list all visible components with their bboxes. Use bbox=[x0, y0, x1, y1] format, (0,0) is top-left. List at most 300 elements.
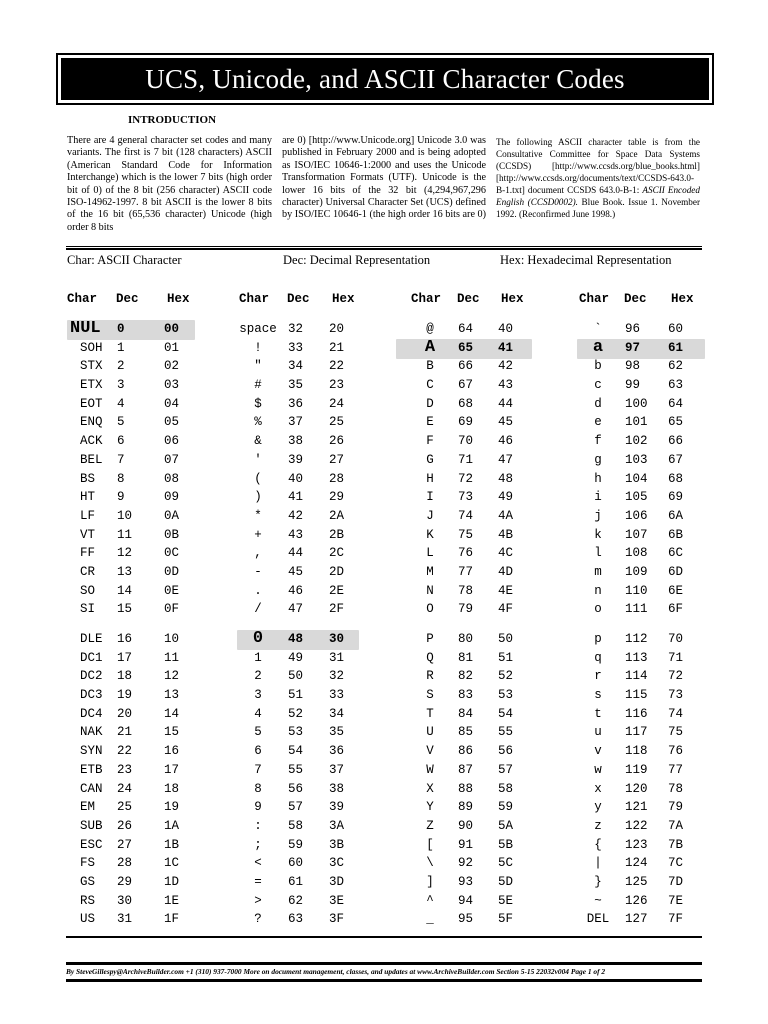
cell-hex: 2E bbox=[329, 583, 345, 598]
cell-hex: 68 bbox=[668, 471, 684, 486]
cell-dec: 43 bbox=[288, 527, 304, 542]
cell-char: ) bbox=[254, 490, 262, 505]
cell-hex: 01 bbox=[164, 340, 180, 355]
cell-char: # bbox=[254, 378, 262, 393]
cell-hex: 6F bbox=[668, 602, 684, 617]
header-char: Char bbox=[67, 292, 98, 306]
cell-dec: 38 bbox=[288, 434, 304, 449]
cell-hex: 7E bbox=[668, 893, 684, 908]
header-char: Char bbox=[411, 292, 442, 306]
cell-char: 9 bbox=[254, 800, 262, 815]
cell-char: M bbox=[426, 564, 434, 579]
cell-char: S bbox=[426, 688, 434, 703]
cell-dec: 50 bbox=[288, 669, 304, 684]
cell-char: DC4 bbox=[80, 706, 103, 721]
cell-char: " bbox=[254, 359, 262, 374]
cell-dec: 35 bbox=[288, 378, 304, 393]
cell-dec: 93 bbox=[458, 874, 474, 889]
cell-dec: 21 bbox=[117, 725, 133, 740]
cell-hex: 12 bbox=[164, 669, 180, 684]
header-hex: Hex bbox=[501, 292, 524, 306]
cell-dec: 45 bbox=[288, 564, 304, 579]
cell-dec: 14 bbox=[117, 583, 133, 598]
cell-dec: 49 bbox=[288, 650, 304, 665]
cell-char: 5 bbox=[254, 725, 262, 740]
cell-char: FS bbox=[80, 856, 96, 871]
cell-hex: 24 bbox=[329, 396, 345, 411]
cell-hex: 53 bbox=[498, 688, 514, 703]
cell-dec: 25 bbox=[117, 800, 133, 815]
cell-char: i bbox=[594, 490, 602, 505]
cell-char: L bbox=[426, 546, 434, 561]
cell-dec: 126 bbox=[625, 893, 648, 908]
cell-hex: 66 bbox=[668, 434, 684, 449]
cell-hex: 47 bbox=[498, 452, 514, 467]
cell-hex: 42 bbox=[498, 359, 514, 374]
cell-hex: 57 bbox=[498, 762, 514, 777]
cell-dec: 9 bbox=[117, 490, 125, 505]
cell-char: H bbox=[426, 471, 434, 486]
cell-dec: 75 bbox=[458, 527, 474, 542]
cell-hex: 59 bbox=[498, 800, 514, 815]
cell-hex: 2D bbox=[329, 564, 345, 579]
cell-hex: 2A bbox=[329, 508, 345, 523]
cell-hex: 44 bbox=[498, 396, 514, 411]
cell-char: c bbox=[594, 378, 602, 393]
cell-char: DC2 bbox=[80, 669, 103, 684]
cell-hex: 06 bbox=[164, 434, 180, 449]
cell-hex: 4D bbox=[498, 564, 514, 579]
cell-char: EOT bbox=[80, 396, 103, 411]
cell-dec: 104 bbox=[625, 471, 648, 486]
cell-hex: 27 bbox=[329, 452, 345, 467]
cell-dec: 105 bbox=[625, 490, 648, 505]
cell-hex: 14 bbox=[164, 706, 180, 721]
cell-char: LF bbox=[80, 508, 96, 523]
cell-dec: 36 bbox=[288, 396, 304, 411]
header-dec: Dec bbox=[457, 292, 480, 306]
cell-char: k bbox=[594, 527, 602, 542]
cell-dec: 33 bbox=[288, 340, 304, 355]
cell-hex: 76 bbox=[668, 744, 684, 759]
cell-hex: 0E bbox=[164, 583, 180, 598]
intro-heading: INTRODUCTION bbox=[128, 114, 217, 126]
cell-char: 0 bbox=[252, 629, 264, 648]
cell-char: . bbox=[254, 583, 262, 598]
cell-hex: 4F bbox=[498, 602, 514, 617]
cell-char: EM bbox=[80, 800, 96, 815]
cell-hex: 07 bbox=[164, 452, 180, 467]
cell-hex: 26 bbox=[329, 434, 345, 449]
cell-char: SI bbox=[80, 602, 96, 617]
cell-char: RS bbox=[80, 893, 96, 908]
cell-hex: 1E bbox=[164, 893, 180, 908]
cell-char: f bbox=[594, 434, 602, 449]
cell-dec: 80 bbox=[458, 632, 474, 646]
cell-char: w bbox=[594, 762, 602, 777]
cell-dec: 89 bbox=[458, 800, 474, 815]
header-char: Char bbox=[239, 292, 270, 306]
cell-char: E bbox=[426, 415, 434, 430]
cell-char: > bbox=[254, 893, 262, 908]
cell-char: CAN bbox=[80, 781, 103, 796]
cell-char: _ bbox=[426, 912, 434, 927]
cell-dec: 55 bbox=[288, 762, 304, 777]
cell-hex: 63 bbox=[668, 378, 684, 393]
cell-char: , bbox=[254, 546, 262, 561]
cell-char: ( bbox=[254, 471, 262, 486]
cell-hex: 36 bbox=[329, 744, 345, 759]
cell-char: CR bbox=[80, 564, 96, 579]
cell-hex: 5C bbox=[498, 856, 514, 871]
cell-dec: 123 bbox=[625, 837, 648, 852]
cell-char: X bbox=[426, 781, 434, 796]
cell-char: ] bbox=[426, 874, 434, 889]
cell-char: o bbox=[594, 602, 602, 617]
reference-paragraph bbox=[496, 136, 700, 220]
cell-hex: 41 bbox=[498, 340, 514, 355]
cell-char: SYN bbox=[80, 744, 103, 759]
cell-hex: 3E bbox=[329, 893, 345, 908]
cell-dec: 42 bbox=[288, 508, 304, 523]
cell-char: e bbox=[594, 415, 602, 430]
cell-dec: 84 bbox=[458, 706, 474, 721]
cell-hex: 1C bbox=[164, 856, 180, 871]
cell-dec: 3 bbox=[117, 378, 125, 393]
cell-char: 6 bbox=[254, 744, 262, 759]
cell-hex: 61 bbox=[668, 340, 684, 355]
cell-char: ENQ bbox=[80, 415, 103, 430]
cell-dec: 66 bbox=[458, 359, 474, 374]
cell-char: DC1 bbox=[80, 650, 103, 665]
cell-dec: 85 bbox=[458, 725, 474, 740]
footer-rule-bottom bbox=[66, 979, 702, 982]
header-char: Char bbox=[579, 292, 610, 306]
cell-char: 4 bbox=[254, 706, 262, 721]
cell-hex: 10 bbox=[164, 632, 180, 646]
cell-char: \ bbox=[426, 856, 434, 871]
cell-char: + bbox=[254, 527, 262, 542]
cell-dec: 98 bbox=[625, 359, 641, 374]
cell-dec: 46 bbox=[288, 583, 304, 598]
cell-dec: 2 bbox=[117, 359, 125, 374]
cell-dec: 53 bbox=[288, 725, 304, 740]
cell-dec: 78 bbox=[458, 583, 474, 598]
cell-char: $ bbox=[254, 396, 262, 411]
cell-hex: 2B bbox=[329, 527, 345, 542]
cell-char: - bbox=[254, 564, 262, 579]
cell-dec: 51 bbox=[288, 688, 304, 703]
cell-hex: 20 bbox=[329, 322, 345, 336]
cell-dec: 65 bbox=[458, 340, 474, 355]
cell-char: P bbox=[426, 632, 434, 646]
cell-hex: 17 bbox=[164, 762, 180, 777]
cell-hex: 4A bbox=[498, 508, 514, 523]
cell-hex: 4B bbox=[498, 527, 514, 542]
cell-dec: 109 bbox=[625, 564, 648, 579]
cell-hex: 0F bbox=[164, 602, 180, 617]
cell-dec: 71 bbox=[458, 452, 474, 467]
intro-paragraph-2: are 0) [http://www.Unicode.org] Unicode 3.0 was published in February 2000 and is being adopted as ISO/IEC 10646-1:2000 and uses the Unicode Transformation Formats (UTF). Unicode is the lower 16 bits of the 32 bit (4,294,967,296 character) Universal Character Set (UCS) defined by ISO/IEC 10646-1 (the high order 16 bits are 0) bbox=[282, 135, 486, 221]
cell-dec: 88 bbox=[458, 781, 474, 796]
reference-text: The following ASCII character table is from the Consultative Committee for Space Data Systems (CCSDS) [http://www.ccsds.org/blue_books.html] [http://www.ccsds.org/documents/text/CCSDS-643.0-B-1.txt] document CCSDS 643.0-B-1: bbox=[496, 137, 700, 195]
cell-hex: 19 bbox=[164, 800, 180, 815]
header-hex: Hex bbox=[167, 292, 190, 306]
cell-char: n bbox=[594, 583, 602, 598]
cell-dec: 10 bbox=[117, 508, 133, 523]
table-bottom-rule bbox=[66, 936, 702, 938]
cell-char: Q bbox=[426, 650, 434, 665]
cell-dec: 44 bbox=[288, 546, 304, 561]
cell-char: R bbox=[426, 669, 434, 684]
cell-dec: 110 bbox=[625, 583, 648, 598]
intro-paragraph-1: There are 4 general character set codes and many variants. The first is 7 bit (128 characters) ASCII (American Standard Code for Information Interchange) which is the lower 7 bits (high order bit of 0) of the 8 bit (256 character) ASCII code ISO-14962-1997. 8 bit ASCII is the lower 8 bits of the 16 bit (65,536 character) Unicode (high order 8 bits bbox=[67, 135, 272, 233]
cell-hex: 39 bbox=[329, 800, 345, 815]
cell-dec: 87 bbox=[458, 762, 474, 777]
cell-dec: 40 bbox=[288, 471, 304, 486]
cell-hex: 32 bbox=[329, 669, 345, 684]
cell-dec: 76 bbox=[458, 546, 474, 561]
header-dec: Dec bbox=[287, 292, 310, 306]
cell-hex: 00 bbox=[164, 322, 180, 336]
cell-hex: 77 bbox=[668, 762, 684, 777]
cell-char: DEL bbox=[586, 912, 610, 927]
cell-dec: 79 bbox=[458, 602, 474, 617]
cell-hex: 29 bbox=[329, 490, 345, 505]
cell-char: j bbox=[594, 508, 602, 523]
cell-dec: 70 bbox=[458, 434, 474, 449]
header-hex: Hex bbox=[671, 292, 694, 306]
cell-hex: 45 bbox=[498, 415, 514, 430]
cell-hex: 71 bbox=[668, 650, 684, 665]
cell-char: Z bbox=[426, 818, 434, 833]
cell-dec: 120 bbox=[625, 781, 648, 796]
cell-hex: 67 bbox=[668, 452, 684, 467]
cell-char: / bbox=[254, 602, 262, 617]
cell-hex: 33 bbox=[329, 688, 345, 703]
cell-dec: 94 bbox=[458, 893, 474, 908]
cell-char: U bbox=[426, 725, 434, 740]
cell-dec: 58 bbox=[288, 818, 304, 833]
cell-hex: 51 bbox=[498, 650, 514, 665]
cell-char: space bbox=[239, 322, 277, 336]
header-dec: Dec bbox=[116, 292, 139, 306]
cell-char: ETB bbox=[80, 762, 103, 777]
cell-char: < bbox=[254, 856, 262, 871]
cell-char: N bbox=[426, 583, 434, 598]
cell-hex: 69 bbox=[668, 490, 684, 505]
cell-dec: 102 bbox=[625, 434, 648, 449]
cell-hex: 3A bbox=[329, 818, 345, 833]
cell-dec: 122 bbox=[625, 818, 648, 833]
cell-hex: 16 bbox=[164, 744, 180, 759]
legend-dec: Dec: Decimal Representation bbox=[283, 253, 431, 267]
cell-hex: 1A bbox=[164, 818, 180, 833]
cell-char: @ bbox=[426, 322, 434, 336]
cell-char: W bbox=[426, 762, 434, 777]
cell-hex: 23 bbox=[329, 378, 345, 393]
cell-dec: 73 bbox=[458, 490, 474, 505]
cell-hex: 6C bbox=[668, 546, 684, 561]
cell-dec: 39 bbox=[288, 452, 304, 467]
cell-dec: 24 bbox=[117, 781, 133, 796]
cell-char: SUB bbox=[80, 818, 103, 833]
cell-dec: 6 bbox=[117, 434, 125, 449]
cell-hex: 64 bbox=[668, 396, 684, 411]
cell-dec: 60 bbox=[288, 856, 304, 871]
cell-char: SOH bbox=[80, 340, 103, 355]
cell-dec: 81 bbox=[458, 650, 474, 665]
cell-hex: 1B bbox=[164, 837, 180, 852]
cell-hex: 56 bbox=[498, 744, 514, 759]
cell-char: ACK bbox=[80, 434, 103, 449]
cell-hex: 37 bbox=[329, 762, 345, 777]
cell-dec: 103 bbox=[625, 452, 648, 467]
cell-hex: 5A bbox=[498, 818, 514, 833]
cell-dec: 117 bbox=[625, 725, 648, 740]
cell-dec: 107 bbox=[625, 527, 648, 542]
cell-hex: 2F bbox=[329, 602, 345, 617]
cell-char: SO bbox=[80, 583, 96, 598]
cell-dec: 54 bbox=[288, 744, 304, 759]
cell-hex: 50 bbox=[498, 632, 514, 646]
cell-dec: 29 bbox=[117, 874, 133, 889]
cell-char: I bbox=[426, 490, 434, 505]
cell-hex: 22 bbox=[329, 359, 345, 374]
cell-hex: 65 bbox=[668, 415, 684, 430]
cell-hex: 0A bbox=[164, 508, 180, 523]
cell-dec: 32 bbox=[288, 322, 304, 336]
cell-hex: 09 bbox=[164, 490, 180, 505]
cell-hex: 1F bbox=[164, 912, 180, 927]
cell-hex: 40 bbox=[498, 322, 514, 336]
footer-rule-top bbox=[66, 962, 702, 965]
header-hex: Hex bbox=[332, 292, 355, 306]
cell-dec: 31 bbox=[117, 912, 133, 927]
cell-dec: 127 bbox=[625, 912, 648, 927]
cell-char: G bbox=[426, 452, 434, 467]
cell-char: NAK bbox=[80, 725, 103, 740]
cell-hex: 54 bbox=[498, 706, 514, 721]
cell-dec: 7 bbox=[117, 452, 125, 467]
cell-char: : bbox=[254, 818, 262, 833]
cell-char: VT bbox=[80, 527, 96, 542]
cell-char: [ bbox=[426, 837, 434, 852]
cell-char: BS bbox=[80, 471, 96, 486]
cell-hex: 13 bbox=[164, 688, 180, 703]
cell-dec: 69 bbox=[458, 415, 474, 430]
cell-char: % bbox=[254, 415, 262, 430]
cell-char: * bbox=[254, 508, 262, 523]
cell-hex: 60 bbox=[668, 322, 684, 336]
cell-hex: 0D bbox=[164, 564, 180, 579]
cell-hex: 0B bbox=[164, 527, 180, 542]
cell-char: ^ bbox=[426, 893, 434, 908]
cell-dec: 12 bbox=[117, 546, 133, 561]
cell-char: GS bbox=[80, 874, 96, 889]
cell-char: D bbox=[426, 396, 434, 411]
cell-dec: 28 bbox=[117, 856, 133, 871]
cell-hex: 35 bbox=[329, 725, 345, 740]
cell-hex: 6D bbox=[668, 564, 684, 579]
cell-char: BEL bbox=[80, 452, 103, 467]
cell-char: q bbox=[594, 650, 602, 665]
cell-dec: 72 bbox=[458, 471, 474, 486]
cell-dec: 0 bbox=[117, 322, 125, 336]
cell-dec: 8 bbox=[117, 471, 125, 486]
cell-hex: 79 bbox=[668, 800, 684, 815]
cell-hex: 48 bbox=[498, 471, 514, 486]
cell-dec: 67 bbox=[458, 378, 474, 393]
cell-char: ESC bbox=[80, 837, 103, 852]
cell-dec: 115 bbox=[625, 688, 648, 703]
cell-hex: 58 bbox=[498, 781, 514, 796]
cell-char: 7 bbox=[254, 762, 262, 777]
cell-hex: 70 bbox=[668, 632, 684, 646]
cell-char: 2 bbox=[254, 669, 262, 684]
cell-dec: 108 bbox=[625, 546, 648, 561]
cell-hex: 21 bbox=[329, 340, 345, 355]
cell-hex: 03 bbox=[164, 378, 180, 393]
cell-dec: 125 bbox=[625, 874, 648, 889]
cell-hex: 1D bbox=[164, 874, 180, 889]
cell-char: r bbox=[594, 669, 602, 684]
cell-hex: 5D bbox=[498, 874, 514, 889]
cell-char: NUL bbox=[70, 319, 101, 338]
cell-dec: 100 bbox=[625, 396, 648, 411]
cell-hex: 5B bbox=[498, 837, 514, 852]
cell-char: b bbox=[594, 359, 602, 374]
cell-hex: 3D bbox=[329, 874, 345, 889]
cell-dec: 113 bbox=[625, 650, 648, 665]
cell-hex: 08 bbox=[164, 471, 180, 486]
cell-char: C bbox=[426, 378, 434, 393]
cell-hex: 30 bbox=[329, 632, 345, 646]
cell-hex: 46 bbox=[498, 434, 514, 449]
cell-char: x bbox=[594, 781, 602, 796]
cell-char: u bbox=[594, 725, 602, 740]
cell-hex: 7B bbox=[668, 837, 684, 852]
cell-char: FF bbox=[80, 546, 96, 561]
cell-char: O bbox=[426, 602, 434, 617]
divider-thick bbox=[66, 248, 702, 250]
cell-dec: 121 bbox=[625, 800, 648, 815]
cell-char: J bbox=[426, 508, 434, 523]
cell-hex: 18 bbox=[164, 781, 180, 796]
cell-hex: 3F bbox=[329, 912, 345, 927]
cell-char: ? bbox=[254, 912, 262, 927]
footer-text: By SteveGillespy@ArchiveBuilder.com +1 (310) 937-7000 More on document management, classes, and updates at www.ArchiveBuilder.com Section 5-15 22032v004 Page 1 of 2 bbox=[66, 967, 606, 976]
cell-hex: 34 bbox=[329, 706, 345, 721]
cell-dec: 23 bbox=[117, 762, 133, 777]
cell-hex: 7D bbox=[668, 874, 684, 889]
cell-dec: 11 bbox=[117, 527, 133, 542]
cell-dec: 57 bbox=[288, 800, 304, 815]
cell-dec: 47 bbox=[288, 602, 304, 617]
cell-dec: 82 bbox=[458, 669, 474, 684]
cell-hex: 6B bbox=[668, 527, 684, 542]
cell-char: p bbox=[594, 632, 602, 646]
cell-char: 1 bbox=[254, 650, 262, 665]
cell-dec: 4 bbox=[117, 396, 125, 411]
cell-hex: 75 bbox=[668, 725, 684, 740]
cell-hex: 74 bbox=[668, 706, 684, 721]
cell-char: ETX bbox=[80, 378, 103, 393]
cell-hex: 4E bbox=[498, 583, 514, 598]
cell-char: z bbox=[594, 818, 602, 833]
cell-char: F bbox=[426, 434, 434, 449]
cell-dec: 52 bbox=[288, 706, 304, 721]
